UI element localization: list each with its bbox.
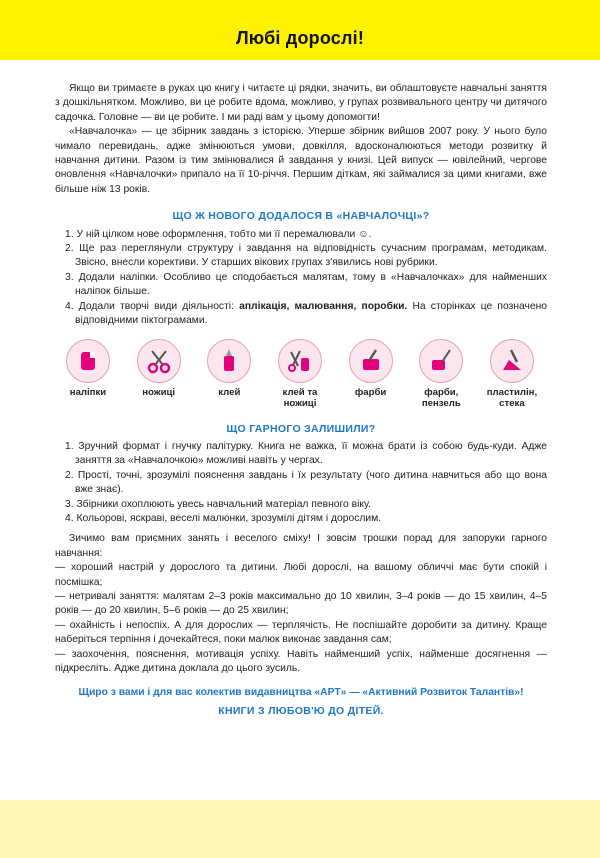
- icon-label: клей: [218, 386, 241, 398]
- list-item: 2. Ще раз переглянули структуру і завдання на відповідність сучасним програмам, методикам. Звісно, внесли корективи. У старших вікових групах з'явились нові рубрики.: [65, 243, 547, 269]
- item4-bold: аплікація, малювання, поробки.: [239, 300, 408, 312]
- wish-line: — заохочення, пояснення, мотивація успіху. Навіть найменший успіх, найменше досягнення — підкресліть. Адже дитина доклала до цього зусиль.: [55, 648, 547, 674]
- icon-label: наліпки: [69, 386, 107, 398]
- publisher-motto: КНИГИ З ЛЮБОВ'Ю ДО ДІТЕЙ.: [218, 704, 384, 717]
- plasticine-icon: [490, 339, 534, 383]
- icon-label: клей та ножиці: [282, 386, 318, 409]
- icon-label: фарби, пензель: [421, 386, 461, 409]
- section-kept-heading: ЩО ГАРНОГО ЗАЛИШИЛИ?: [226, 422, 376, 435]
- icon-item-glue-scissors: [269, 339, 331, 410]
- icon-label: фарби: [354, 386, 387, 398]
- activity-icons-row: [57, 339, 543, 410]
- glue-scissors-icon: [278, 339, 322, 383]
- publisher-signature: Щиро з вами і для вас колектив видавництва «АРТ» — «Активний Розвиток Талантів»!: [78, 687, 524, 699]
- icon-item-scissors: [128, 339, 190, 410]
- paints-icon: [349, 339, 393, 383]
- icon-item-paints: [340, 339, 402, 410]
- list-item: 1. Зручний формат і гнучку палітурку. Книга не важка, її можна брати із собою будь-куди. Адже заняття за «Навчалочкою» можливі навіть у чергах.: [65, 440, 547, 467]
- icon-label: пластилін, стека: [486, 386, 538, 409]
- scissors-icon: [137, 339, 181, 383]
- intro-paragraph-2: «Навчалочка» — це збірник завдань з історією. Уперше збірник вийшов 2007 року. У нього було чимало перевидань, адже змінюються умови, довкілля, вдосконалюються методи розвитку й навчання дитини. Разом із тим змінювалися й завдання у книзі. Цей випуск — ювілейний, чергове оновлення «Навчалочки» припало на її 10-річчя. Першим діткам, які займалися за цими книгами, вже більше ніж 13 років.: [55, 126, 547, 195]
- item4-end: На сторінках це позначено відповідними піктограмами.: [75, 300, 548, 327]
- stickers-icon: [66, 339, 110, 383]
- wish-line: — охайність і непоспіх. А для дорослих — терплячість. Не поспішайте доробити за дитину. Краще наберіться терпіння і дочекайтеся, поки малюк виконає завдання сам;: [55, 619, 547, 646]
- section-new-list: [55, 228, 547, 329]
- page-content: [55, 82, 547, 718]
- paints-brush-icon: [419, 339, 463, 383]
- wish-line: — хороший настрій у дорослого та дитини. Любі дорослі, на вашому обличчі має бути спокій і посмішка;: [55, 562, 547, 588]
- icon-item-plasticine: [481, 339, 543, 410]
- icon-item-paints-brush: [410, 339, 472, 410]
- intro-paragraph-1: Якщо ви тримаєте в руках цю книгу і читаєте ці рядки, значить, ви облаштовуєте навчальні заняття з дошкільнятком. Можливо, ви це робите вдома, можливо, у групах розвивального центру чи дитячого садочка. Головне — ви це робите. І ми раді вам у цьому допомогти!: [55, 83, 547, 123]
- page-title: Любі дорослі!: [235, 28, 365, 48]
- list-item: 1. У ній цілком нове оформлення, тобто ми її перемалювали ☺.: [65, 228, 372, 240]
- wishes-intro: Зичимо вам приємних занять і веселого сміху! І зовсім трошки порад для запоруки гарного навчання:: [55, 533, 547, 559]
- item4-start: 4. Додали творчі види діяльності:: [65, 300, 240, 312]
- section-kept-list: [55, 440, 547, 526]
- list-item: [65, 300, 547, 329]
- list-item: 3. Додали наліпки. Особливо це сподобається малятам, тому в «Навчалочках» для найменших наліпок більше.: [65, 271, 547, 298]
- icon-label: ножиці: [142, 386, 176, 398]
- section-new-heading: ЩО Ж НОВОГО ДОДАЛОСЯ В «НАВЧАЛОЧЦІ»?: [172, 210, 430, 223]
- bottom-scallop-border: [0, 800, 600, 858]
- list-item: 3. Збірники охоплюють увесь навчальний матеріал певного віку.: [65, 498, 371, 510]
- list-item: 4. Кольорові, яскраві, веселі малюнки, зрозумілі дітям і дорослим.: [65, 512, 382, 524]
- icon-item-stickers: [57, 339, 119, 410]
- list-item: 2. Прості, точні, зрозумілі пояснення завдань і їх результату (чого дитина навчиться або що вона вже знає).: [65, 469, 547, 496]
- icon-item-glue: [198, 339, 260, 410]
- wish-line: — нетривалі заняття: малятам 2–3 років максимально до 10 хвилин, 3–4 років — до 15 хвилин, 4–5 років — до 20 хвилин, 5–6 років — до 25 хвилин;: [55, 590, 547, 617]
- glue-icon: [207, 339, 251, 383]
